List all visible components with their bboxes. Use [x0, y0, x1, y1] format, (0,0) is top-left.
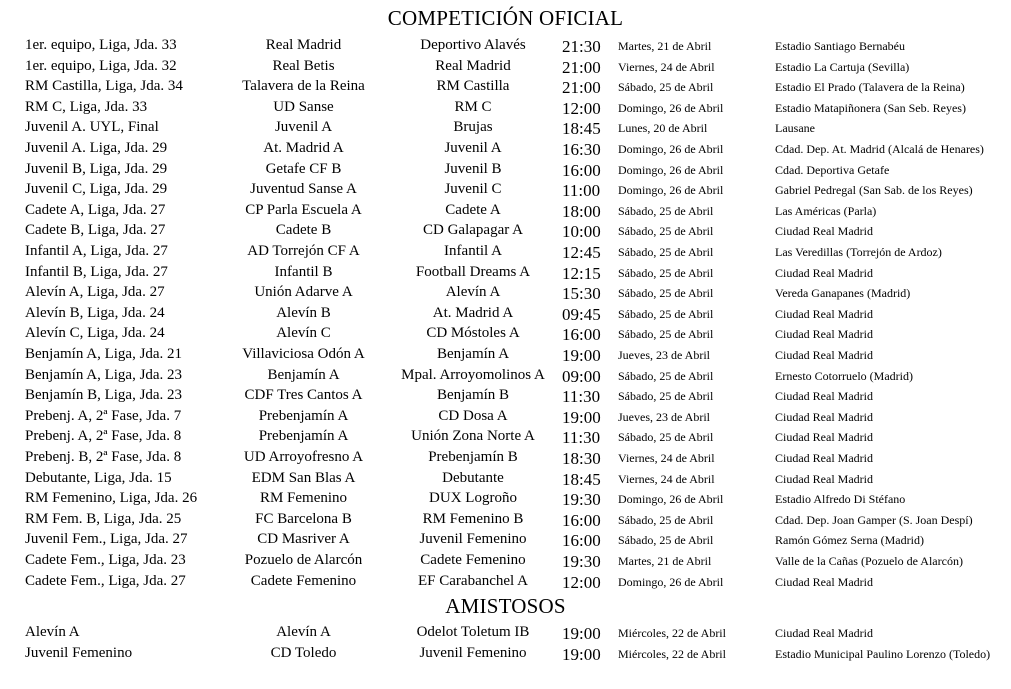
- away-team-cell: RM Castilla: [436, 78, 510, 95]
- home-team-cell: Alevín C: [276, 325, 331, 342]
- kickoff-time-cell: 15:30: [562, 284, 601, 304]
- competition-cell: RM C, Liga, Jda. 33: [25, 98, 148, 115]
- match-date-cell: Sábado, 25 de Abril: [618, 430, 714, 445]
- kickoff-time-cell: 19:30: [562, 490, 601, 510]
- match-date-cell: Viernes, 24 de Abril: [618, 59, 715, 74]
- fixture-row: [0, 573, 1011, 593]
- away-team-cell: Alevín A: [445, 284, 501, 301]
- match-date-cell: Viernes, 24 de Abril: [618, 451, 715, 465]
- venue-cell: Estadio La Cartuja (Sevilla): [775, 59, 910, 74]
- fixture-row: [0, 99, 1011, 119]
- away-team-cell: Infantil A: [444, 243, 502, 259]
- fixture-row: [0, 531, 1011, 551]
- venue-cell: Ciudad Real Madrid: [775, 451, 873, 465]
- match-date-cell: Sábado, 25 de Abril: [618, 224, 714, 239]
- competition-cell: Juvenil Femenino: [25, 645, 133, 661]
- away-team-cell: DUX Logroño: [429, 490, 517, 507]
- competition-cell: Prebenj. A, 2ª Fase, Jda. 8: [25, 428, 182, 445]
- kickoff-time-cell: 21:30: [562, 37, 601, 56]
- venue-cell: Ciudad Real Madrid: [775, 430, 873, 445]
- competition-cell: 1er. equipo, Liga, Jda. 32: [25, 57, 177, 74]
- competition-cell: Benjamín A, Liga, Jda. 23: [25, 366, 183, 383]
- venue-cell: Estadio Santiago Bernabéu: [775, 39, 905, 53]
- away-team-cell: CD Dosa A: [438, 407, 508, 424]
- fixture-row: [0, 470, 1011, 490]
- away-team-cell: Football Dreams A: [415, 263, 531, 280]
- away-team-cell: Prebenjamín B: [428, 449, 518, 465]
- competition-cell: Juvenil B, Liga, Jda. 29: [25, 160, 168, 177]
- home-team-cell: Talavera de la Reina: [242, 78, 365, 95]
- venue-cell: Ciudad Real Madrid: [775, 327, 873, 342]
- competition-cell: Infantil B, Liga, Jda. 27: [25, 263, 168, 280]
- match-date-cell: Miércoles, 22 de Abril: [618, 626, 726, 640]
- home-team-cell: AD Torrejón CF A: [247, 243, 360, 259]
- fixture-row: [0, 645, 1011, 665]
- match-date-cell: Sábado, 25 de Abril: [618, 327, 714, 342]
- official-section-title: COMPETICIÓN OFICIAL: [387, 6, 624, 30]
- away-team-cell: Juvenil B: [444, 160, 502, 177]
- away-team-cell: Brujas: [453, 119, 493, 136]
- venue-cell: Ciudad Real Madrid: [775, 265, 873, 280]
- kickoff-time-cell: 10:00: [562, 222, 601, 242]
- fixture-row: [0, 624, 1011, 644]
- home-team-cell: Cadete Femenino: [250, 572, 357, 589]
- match-date-cell: Domingo, 26 de Abril: [618, 492, 724, 507]
- home-team-cell: Getafe CF B: [265, 160, 342, 177]
- home-team-cell: CD Masriver A: [257, 531, 350, 548]
- fixture-row: [0, 222, 1011, 242]
- venue-cell: Ciudad Real Madrid: [775, 306, 873, 321]
- away-team-cell: Real Madrid: [435, 57, 511, 74]
- competition-cell: Debutante, Liga, Jda. 15: [25, 469, 172, 486]
- away-team-cell: Mpal. Arroyomolinos A: [401, 366, 545, 383]
- match-date-cell: Domingo, 26 de Abril: [618, 183, 724, 198]
- home-team-cell: UD Arroyofresno A: [243, 449, 364, 465]
- competition-cell: Prebenj. A, 2ª Fase, Jda. 7: [25, 407, 182, 424]
- home-team-cell: Cadete B: [275, 222, 332, 239]
- away-team-cell: RM C: [454, 98, 492, 115]
- match-date-cell: Domingo, 26 de Abril: [618, 574, 724, 589]
- kickoff-time-cell: 16:30: [562, 140, 601, 159]
- match-date-cell: Lunes, 20 de Abril: [618, 121, 708, 136]
- kickoff-time-cell: 12:15: [562, 263, 601, 283]
- match-date-cell: Sábado, 25 de Abril: [618, 306, 714, 321]
- kickoff-time-cell: 16:00: [562, 160, 601, 180]
- match-date-cell: Miércoles, 22 de Abril: [618, 647, 726, 661]
- fixture-row: [0, 202, 1011, 222]
- away-team-cell: Juvenil C: [444, 181, 502, 198]
- competition-cell: RM Castilla, Liga, Jda. 34: [25, 78, 183, 95]
- fixture-row: [0, 161, 1011, 181]
- venue-cell: Ciudad Real Madrid: [775, 574, 873, 589]
- match-date-cell: Domingo, 26 de Abril: [618, 100, 724, 115]
- kickoff-time-cell: 12:00: [562, 98, 601, 118]
- venue-cell: Las Veredillas (Torrejón de Ardoz): [775, 245, 942, 259]
- kickoff-time-cell: 19:00: [562, 346, 601, 365]
- venue-cell: Gabriel Pedregal (San Sab. de los Reyes): [775, 183, 973, 198]
- away-team-cell: Cadete A: [445, 201, 501, 218]
- venue-cell: Estadio Matapiñonera (San Seb. Reyes): [775, 100, 966, 115]
- fixture-row: [0, 305, 1011, 325]
- kickoff-time-cell: 19:30: [562, 552, 601, 571]
- match-date-cell: Sábado, 25 de Abril: [618, 368, 714, 383]
- match-date-cell: Jueves, 23 de Abril: [618, 409, 710, 424]
- fixture-row: [0, 140, 1011, 160]
- venue-cell: Cdad. Deportiva Getafe: [775, 162, 890, 177]
- competition-cell: Juvenil A. UYL, Final: [25, 119, 159, 136]
- kickoff-time-cell: 16:00: [562, 325, 601, 345]
- match-date-cell: Sábado, 25 de Abril: [618, 265, 714, 280]
- kickoff-time-cell: 18:00: [562, 201, 601, 221]
- fixture-row: [0, 367, 1011, 387]
- fixture-row: [0, 408, 1011, 428]
- match-date-cell: Sábado, 25 de Abril: [618, 245, 714, 259]
- competition-cell: Benjamín A, Liga, Jda. 21: [25, 346, 183, 362]
- competition-cell: Benjamín B, Liga, Jda. 23: [25, 387, 183, 404]
- venue-cell: Ciudad Real Madrid: [775, 626, 873, 640]
- kickoff-time-cell: 12:45: [562, 243, 601, 262]
- away-team-cell: Benjamín B: [436, 387, 510, 404]
- match-date-cell: Sábado, 25 de Abril: [618, 286, 714, 301]
- match-date-cell: Sábado, 25 de Abril: [618, 533, 714, 548]
- kickoff-time-cell: 21:00: [562, 78, 601, 98]
- venue-cell: Estadio Municipal Paulino Lorenzo (Toledo): [775, 647, 991, 661]
- away-team-cell: Debutante: [442, 469, 504, 486]
- venue-cell: Estadio El Prado (Talavera de la Reina): [775, 80, 965, 95]
- home-team-cell: RM Femenino: [259, 490, 348, 507]
- home-team-cell: FC Barcelona B: [255, 510, 352, 527]
- match-date-cell: Sábado, 25 de Abril: [618, 80, 714, 95]
- kickoff-time-cell: 19:00: [562, 407, 601, 427]
- competition-cell: Cadete A, Liga, Jda. 27: [25, 201, 166, 218]
- venue-cell: Ciudad Real Madrid: [775, 389, 873, 404]
- fixture-row: [0, 552, 1011, 572]
- match-date-cell: Domingo, 26 de Abril: [618, 162, 724, 177]
- competition-cell: Infantil A, Liga, Jda. 27: [25, 243, 168, 259]
- venue-cell: Lausane: [775, 121, 815, 136]
- venue-cell: Ciudad Real Madrid: [775, 348, 873, 362]
- competition-cell: RM Fem. B, Liga, Jda. 25: [25, 510, 182, 527]
- away-team-cell: CD Galapagar A: [423, 222, 523, 239]
- away-team-cell: Cadete Femenino: [420, 552, 526, 568]
- away-team-cell: EF Carabanchel A: [418, 572, 528, 589]
- fixture-row: [0, 387, 1011, 407]
- kickoff-time-cell: 09:45: [562, 304, 601, 324]
- away-team-cell: Juvenil Femenino: [419, 531, 527, 548]
- fixture-row: [0, 78, 1011, 98]
- venue-cell: Ciudad Real Madrid: [775, 409, 873, 424]
- home-team-cell: Real Betis: [272, 57, 335, 74]
- match-date-cell: Domingo, 26 de Abril: [618, 142, 724, 156]
- kickoff-time-cell: 11:00: [562, 181, 601, 201]
- away-team-cell: Odelot Toletum IB: [416, 624, 530, 640]
- away-team-cell: Deportivo Alavés: [420, 37, 526, 53]
- kickoff-time-cell: 18:45: [562, 119, 601, 139]
- competition-cell: Cadete Fem., Liga, Jda. 23: [25, 552, 186, 568]
- kickoff-time-cell: 12:00: [562, 572, 601, 592]
- home-team-cell: CDF Tres Cantos A: [244, 387, 363, 404]
- home-team-cell: Pozuelo de Alarcón: [244, 552, 363, 568]
- home-team-cell: Unión Adarve A: [254, 284, 353, 301]
- home-team-cell: UD Sanse: [273, 98, 334, 115]
- home-team-cell: EDM San Blas A: [251, 469, 356, 486]
- venue-cell: Valle de la Cañas (Pozuelo de Alarcón): [775, 554, 963, 568]
- fixture-row: [0, 37, 1011, 57]
- away-team-cell: CD Móstoles A: [426, 325, 520, 342]
- fixture-row: [0, 243, 1011, 263]
- competition-cell: 1er. equipo, Liga, Jda. 33: [25, 37, 177, 53]
- away-team-cell: At. Madrid A: [432, 304, 514, 321]
- match-date-cell: Sábado, 25 de Abril: [618, 512, 714, 527]
- fixture-row: [0, 449, 1011, 469]
- competition-cell: Alevín B, Liga, Jda. 24: [25, 304, 165, 321]
- competition-cell: Alevín C, Liga, Jda. 24: [25, 325, 165, 342]
- competition-cell: Juvenil A. Liga, Jda. 29: [25, 140, 168, 156]
- kickoff-time-cell: 11:30: [562, 428, 601, 448]
- fixture-row: [0, 119, 1011, 139]
- venue-cell: Estadio Alfredo Di Stéfano: [775, 492, 906, 507]
- home-team-cell: CD Toledo: [270, 645, 337, 661]
- home-team-cell: At. Madrid A: [263, 140, 344, 156]
- home-team-cell: Juvenil A: [274, 119, 333, 136]
- competition-cell: Juvenil Fem., Liga, Jda. 27: [25, 531, 188, 548]
- venue-cell: Ciudad Real Madrid: [775, 224, 873, 239]
- kickoff-time-cell: 16:00: [562, 531, 601, 551]
- kickoff-time-cell: 09:00: [562, 366, 601, 386]
- home-team-cell: Juventud Sanse A: [250, 181, 357, 198]
- home-team-cell: Alevín B: [276, 304, 331, 321]
- competition-cell: Juvenil C, Liga, Jda. 29: [25, 181, 168, 198]
- venue-cell: Cdad. Dep. Joan Gamper (S. Joan Despí): [775, 512, 973, 527]
- venue-cell: Cdad. Dep. At. Madrid (Alcalá de Henares): [775, 142, 984, 156]
- fixture-row: [0, 346, 1011, 366]
- away-team-cell: Juvenil A: [444, 140, 502, 156]
- competition-cell: Alevín A, Liga, Jda. 27: [25, 284, 165, 301]
- home-team-cell: Prebenjamín A: [258, 407, 349, 424]
- home-team-cell: Prebenjamín A: [258, 428, 349, 445]
- home-team-cell: Alevín A: [276, 624, 331, 640]
- fixture-row: [0, 511, 1011, 531]
- fixture-row: [0, 428, 1011, 448]
- home-team-cell: Villaviciosa Odón A: [242, 346, 365, 362]
- fixture-row: [0, 264, 1011, 284]
- friendly-section-title: AMISTOSOS: [445, 594, 566, 618]
- kickoff-time-cell: 19:00: [562, 624, 601, 643]
- kickoff-time-cell: 11:30: [562, 387, 601, 407]
- kickoff-time-cell: 21:00: [562, 57, 601, 77]
- fixture-row: [0, 58, 1011, 78]
- match-date-cell: Sábado, 25 de Abril: [618, 389, 714, 404]
- fixture-row: [0, 181, 1011, 201]
- competition-cell: Prebenj. B, 2ª Fase, Jda. 8: [25, 449, 182, 465]
- venue-cell: Vereda Ganapanes (Madrid): [775, 286, 911, 301]
- fixture-row: [0, 325, 1011, 345]
- competition-cell: Cadete B, Liga, Jda. 27: [25, 222, 166, 239]
- fixture-row: [0, 284, 1011, 304]
- kickoff-time-cell: 16:00: [562, 510, 601, 530]
- competition-cell: Cadete Fem., Liga, Jda. 27: [25, 572, 186, 589]
- venue-cell: Ramón Gómez Serna (Madrid): [775, 533, 924, 548]
- home-team-cell: CP Parla Escuela A: [245, 201, 362, 218]
- away-team-cell: Benjamín A: [436, 346, 510, 362]
- home-team-cell: Real Madrid: [265, 37, 342, 53]
- competition-cell: Alevín A: [25, 624, 80, 640]
- match-date-cell: Jueves, 23 de Abril: [618, 348, 710, 362]
- venue-cell: Ernesto Cotorruelo (Madrid): [775, 368, 913, 383]
- kickoff-time-cell: 19:00: [562, 645, 601, 664]
- competition-cell: RM Femenino, Liga, Jda. 26: [25, 490, 198, 507]
- kickoff-time-cell: 18:45: [562, 469, 601, 489]
- match-date-cell: Sábado, 25 de Abril: [618, 203, 714, 218]
- venue-cell: Las Américas (Parla): [775, 203, 877, 218]
- venue-cell: Ciudad Real Madrid: [775, 471, 873, 486]
- away-team-cell: Juvenil Femenino: [419, 645, 527, 661]
- match-date-cell: Viernes, 24 de Abril: [618, 471, 715, 486]
- match-date-cell: Martes, 21 de Abril: [618, 39, 712, 53]
- away-team-cell: Unión Zona Norte A: [411, 428, 535, 445]
- match-date-cell: Martes, 21 de Abril: [618, 554, 712, 568]
- fixture-row: [0, 490, 1011, 510]
- home-team-cell: Benjamín A: [267, 366, 340, 383]
- kickoff-time-cell: 18:30: [562, 449, 601, 468]
- away-team-cell: RM Femenino B: [422, 510, 524, 527]
- home-team-cell: Infantil B: [274, 263, 333, 280]
